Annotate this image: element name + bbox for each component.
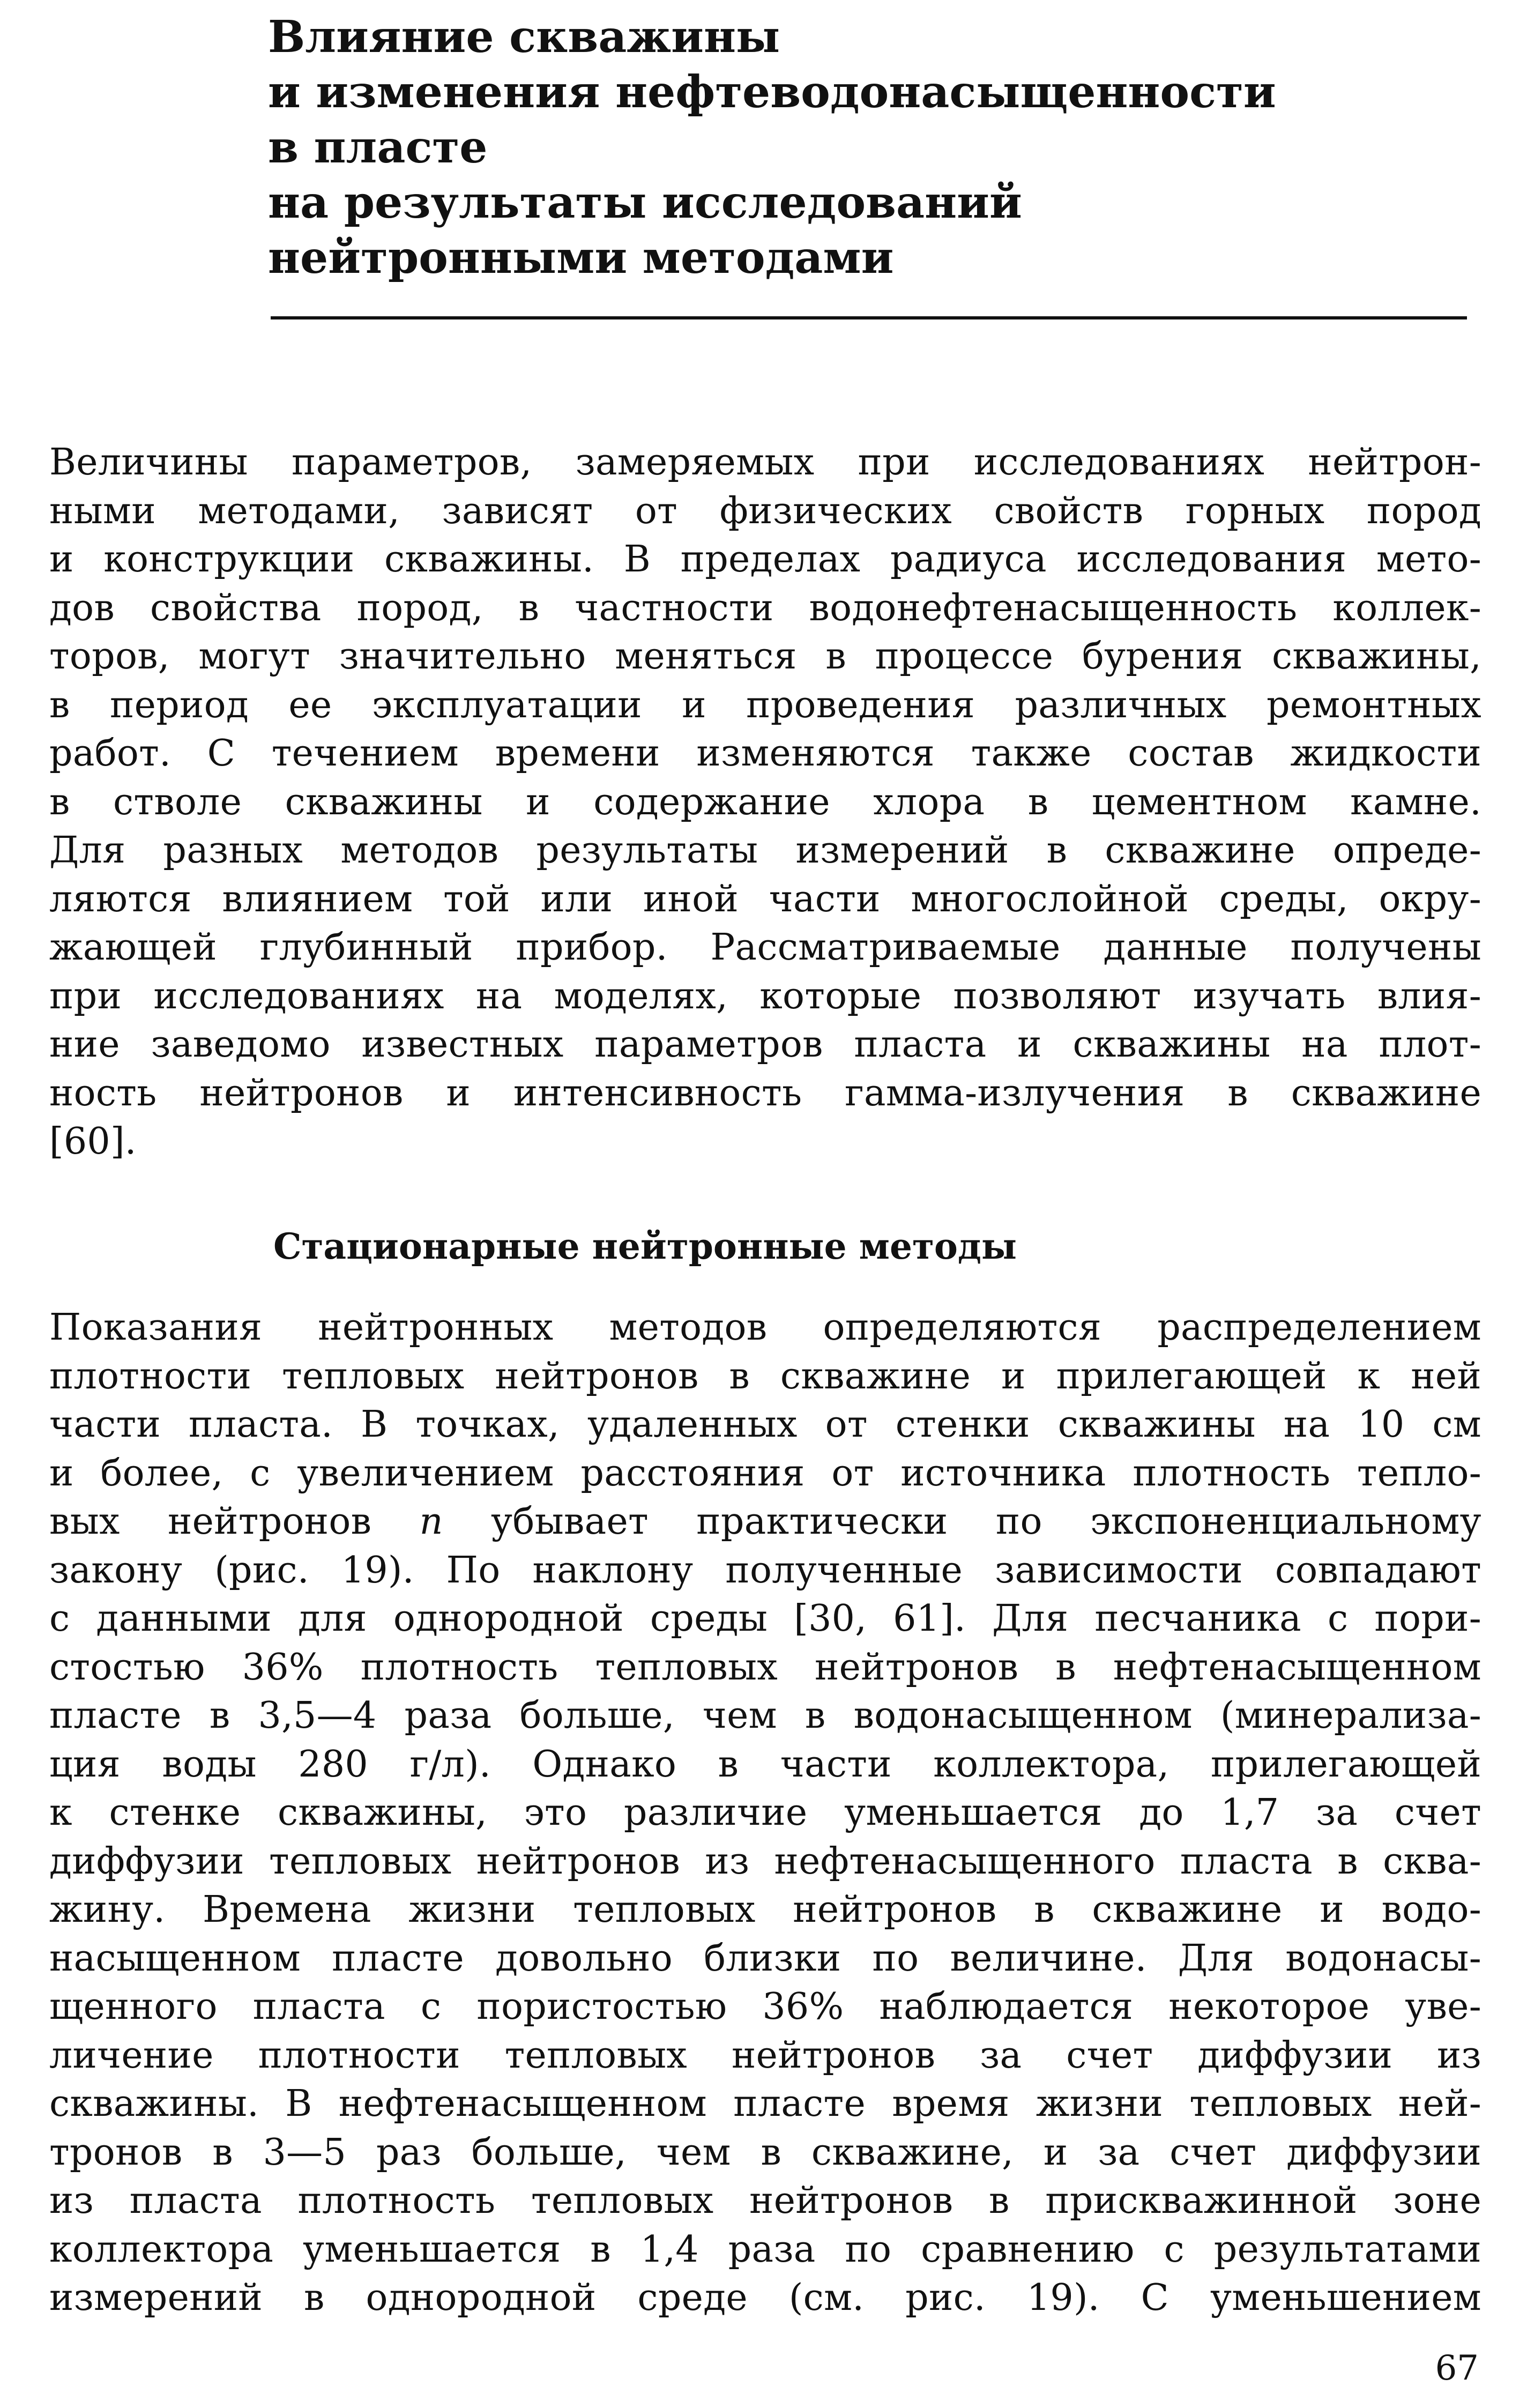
chapter-title-line: и изменения нефтеводонасыщенности xyxy=(268,66,1276,118)
section-heading: Стационарные нейтронные методы xyxy=(273,1225,1017,1267)
text-line: ция воды 280 г/л). Однако в части коллектора, прилегающей xyxy=(49,1743,1481,1786)
text-fragment: убывает практически по экспоненциальному xyxy=(443,1500,1481,1543)
text-line: к стенке скважины, это различие уменьшается до 1,7 за счет xyxy=(49,1792,1481,1834)
text-line: тронов в 3—5 раз больше, чем в скважине, и за счет диффузии xyxy=(49,2131,1481,2174)
text-line: и более, с увеличением расстояния от источника плотность тепло- xyxy=(49,1452,1481,1495)
title-divider xyxy=(271,316,1467,319)
text-line: Показания нейтронных методов определяются распределением xyxy=(49,1306,1481,1349)
text-line: Величины параметров, замеряемых при исследованиях нейтрон- xyxy=(49,441,1481,484)
intro-paragraph xyxy=(49,439,1481,1166)
text-line: ляются влиянием той или иной части многослойной среды, окру- xyxy=(49,878,1481,920)
text-line: и конструкции скважины. В пределах радиуса исследования мето- xyxy=(49,538,1481,581)
text-line: Для разных методов результаты измерений в скважине опреде- xyxy=(49,829,1481,872)
chapter-title xyxy=(268,10,1447,286)
text-line: дов свойства пород, в частности водонефтенасыщенность коллек- xyxy=(49,586,1481,629)
section-paragraph xyxy=(49,1304,1481,2323)
text-line: [60]. xyxy=(49,1120,137,1163)
text-line: ность нейтронов и интенсивность гамма-излучения в скважине xyxy=(49,1072,1481,1114)
text-line: ние заведомо известных параметров пласта и скважины на плот- xyxy=(49,1023,1481,1066)
chapter-title-line: в пласте xyxy=(268,122,488,173)
chapter-title-line: нейтронными методами xyxy=(268,232,894,284)
text-line: измерений в однородной среде (см. рис. 19). С уменьшением xyxy=(49,2277,1481,2319)
text-line: скважины. В нефтенасыщенном пласте время жизни тепловых ней- xyxy=(49,2083,1481,2125)
text-line: насыщенном пласте довольно близки по величине. Для водонасы- xyxy=(49,1937,1481,1980)
text-line: части пласта. В точках, удаленных от стенки скважины на 10 см xyxy=(49,1403,1481,1446)
chapter-title-line: на результаты исследований xyxy=(268,177,1022,228)
text-line: в стволе скважины и содержание хлора в цементном камне. xyxy=(49,781,1481,823)
text-line: из пласта плотность тепловых нейтронов в прискважинной зоне xyxy=(49,2180,1481,2222)
text-line: в период ее эксплуатации и проведения различных ремонтных xyxy=(49,683,1481,726)
text-line: диффузии тепловых нейтронов из нефтенасыщенного пласта в сква- xyxy=(49,1840,1481,1883)
page-number: 67 xyxy=(1435,2348,1479,2388)
text-line: жающей глубинный прибор. Рассматриваемые данные получены xyxy=(49,926,1481,969)
text-line: торов, могут значительно меняться в процессе бурения скважины, xyxy=(49,635,1481,678)
chapter-title-line: Влияние скважины xyxy=(268,11,780,63)
text-fragment: вых нейтронов xyxy=(49,1500,420,1543)
text-line: щенного пласта с пористостью 36% наблюдается некоторое уве- xyxy=(49,1986,1481,2028)
text-line: с данными для однородной среды [30, 61]. Для песчаника с пори- xyxy=(49,1597,1481,1640)
text-line: коллектора уменьшается в 1,4 раза по сравнению с результатами xyxy=(49,2228,1481,2271)
text-line: стостью 36% плотность тепловых нейтронов в нефтенасыщенном xyxy=(49,1646,1481,1689)
text-line: жину. Времена жизни тепловых нейтронов в скважине и водо- xyxy=(49,1889,1481,1931)
text-line: закону (рис. 19). По наклону полученные зависимости совпадают xyxy=(49,1549,1481,1592)
text-line: личение плотности тепловых нейтронов за счет диффузии из xyxy=(49,2034,1481,2077)
text-line: работ. С течением времени изменяются также состав жидкости xyxy=(49,732,1481,775)
text-line: плотности тепловых нейтронов в скважине и прилегающей к ней xyxy=(49,1355,1481,1398)
symbol-n: n xyxy=(419,1500,443,1543)
text-line-with-symbol xyxy=(49,1498,1481,1547)
text-line: пласте в 3,5—4 раза больше, чем в водонасыщенном (минерализа- xyxy=(49,1694,1481,1737)
text-line: ными методами, зависят от физических свойств горных пород xyxy=(49,489,1481,532)
text-line: при исследованиях на моделях, которые позволяют изучать влия- xyxy=(49,975,1481,1017)
